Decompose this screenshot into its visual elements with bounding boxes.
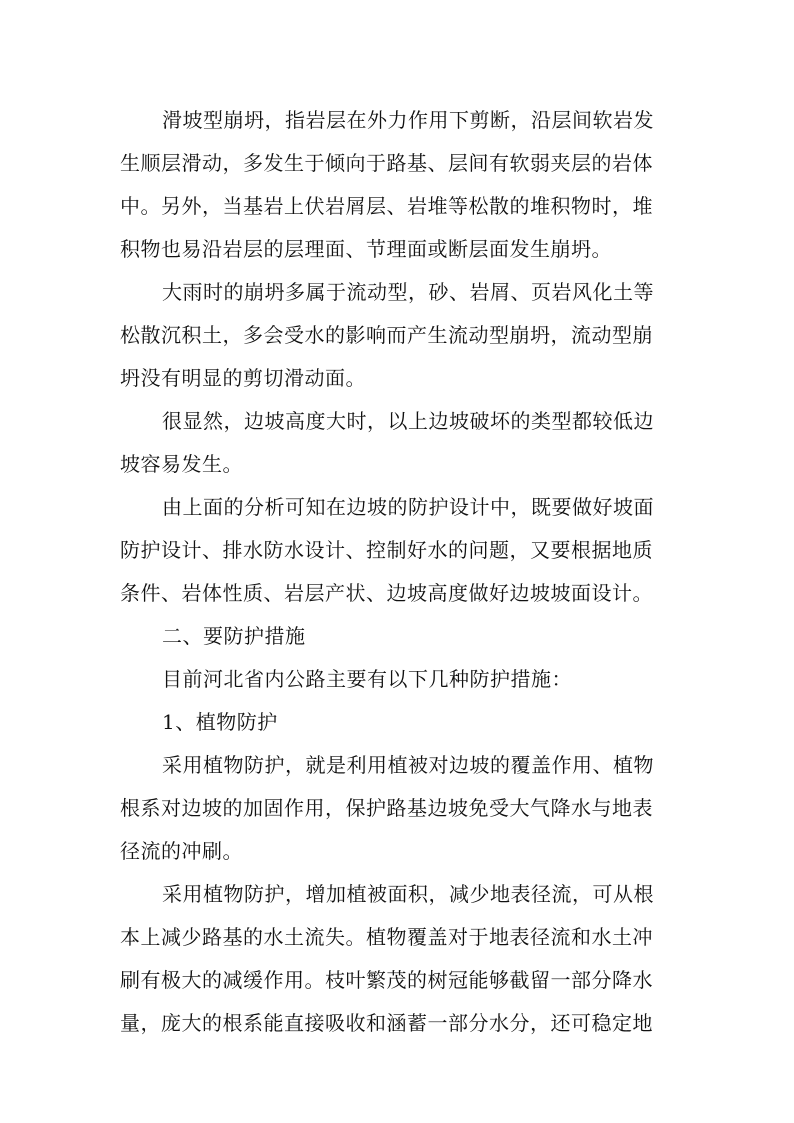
heading-text: 二、要防护措施 — [162, 624, 306, 648]
text-line: 采用植物防护，就是利用植被对边坡的覆盖作用、植物 — [162, 753, 654, 777]
text-line: 条件、岩体性质、岩层产状、边坡高度做好边坡坡面设计。 — [120, 581, 653, 605]
subheading-text: 1、植物防护 — [162, 710, 278, 734]
text-line: 大雨时的崩坍多属于流动型，砂、岩屑、页岩风化土等 — [162, 280, 654, 304]
text-line: 生顺层滑动，多发生于倾向于路基、层间有软弱夹层的岩体 — [120, 151, 653, 175]
text-line: 积物也易沿岩层的层理面、节理面或断层面发生崩坍。 — [120, 237, 612, 261]
text-line: 径流的冲刷。 — [120, 839, 243, 863]
text-line: 由上面的分析可知在边坡的防护设计中，既要做好坡面 — [162, 495, 654, 519]
text-line: 本上减少路基的水土流失。植物覆盖对于地表径流和水土冲 — [120, 925, 653, 949]
text-line: 量，庞大的根系能直接吸收和涵蓄一部分水分，还可稳定地 — [120, 1011, 653, 1035]
text-line: 采用植物防护，增加植被面积，减少地表径流，可从根 — [162, 882, 654, 906]
text-line: 目前河北省内公路主要有以下几种防护措施： — [162, 667, 572, 691]
text-line: 坍没有明显的剪切滑动面。 — [120, 366, 366, 390]
text-line: 松散沉积土，多会受水的影响而产生流动型崩坍，流动型崩 — [120, 323, 653, 347]
text-line: 滑坡型崩坍，指岩层在外力作用下剪断，沿层间软岩发 — [162, 108, 654, 132]
text-line: 刷有极大的减缓作用。枝叶繁茂的树冠能够截留一部分降水 — [120, 968, 653, 992]
text-line: 中。另外，当基岩上伏岩屑层、岩堆等松散的堆积物时，堆 — [120, 194, 653, 218]
text-line: 坡容易发生。 — [120, 452, 243, 476]
text-line: 根系对边坡的加固作用，保护路基边坡免受大气降水与地表 — [120, 796, 653, 820]
text-line: 很显然，边坡高度大时，以上边坡破坏的类型都较低边 — [162, 409, 654, 433]
text-line: 防护设计、排水防水设计、控制好水的问题，又要根据地质 — [120, 538, 653, 562]
